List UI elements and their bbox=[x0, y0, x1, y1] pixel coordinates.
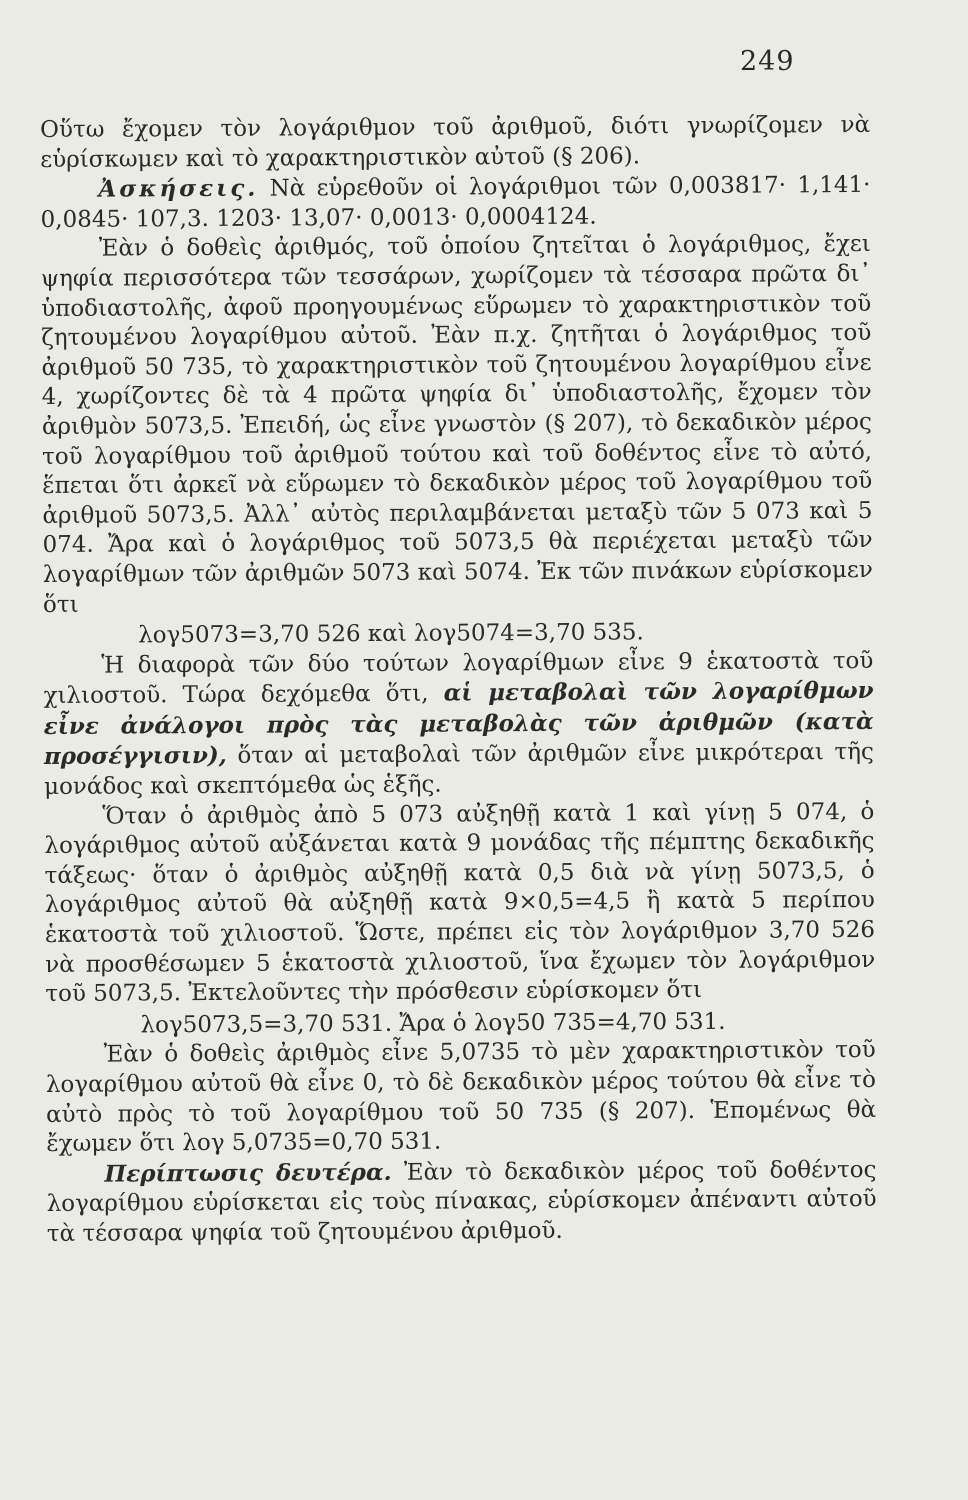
exercises-label: Ἀσκήσεις. bbox=[98, 174, 259, 203]
page-number: 249 bbox=[740, 46, 795, 77]
paragraph-3-emphasis: αἱ μεταβολαὶ τῶν λογαρίθμων εἶνε ἀνάλογοι πρὸς τὰς μεταβολὰς τῶν ἀριθμῶν (κατὰ προσέγγισιν), bbox=[43, 677, 874, 771]
equation-1: λογ5073=3,70 526 καὶ λογ5074=3,70 535. bbox=[138, 619, 644, 649]
case-label: Περίπτωσις δευτέρα. bbox=[104, 1158, 392, 1188]
equation-2: λογ5073,5=3,70 531. Ἄρα ὁ λογ50 735=4,70 531. bbox=[140, 1008, 726, 1039]
paragraph-4: Ὅταν ὁ ἀριθμὸς ἀπὸ 5 073 αὐξηθῇ κατὰ 1 καὶ γίνῃ 5 074, ὁ λογάριθμος αὐτοῦ αὐξάνεται κατὰ 9 μονάδας τῆς πέμπτης δεκαδικῆς τάξεως· ὅταν ὁ ἀριθμὸς αὐξηθῇ κατὰ 0,5 διὰ νὰ γίνῃ 5073,5, ὁ λογάριθμος αὐτοῦ θὰ αὐξηθῇ κατὰ 9×0,5=4,5 ἢ κατὰ 5 περίπου ἑκατοστὰ τοῦ χιλιοστοῦ. Ὥστε, πρέπει εἰς τὸν λογάριθμον 3,70 526 νὰ προσθέσωμεν 5 ἑκατοστὰ χιλιοστοῦ, ἵνα ἔχωμεν τὸν λογάριθμον τοῦ 5073,5. Ἐκτελοῦντες τὴν πρόσθεσιν εὑρίσκομεν ὅτι bbox=[44, 798, 876, 1008]
paragraph-5: Ἐὰν ὁ δοθεὶς ἀριθμὸς εἶνε 5,0735 τὸ μὲν χαρακτηριστικὸν τοῦ λογαρίθμου αὐτοῦ θὰ εἶνε 0, τὸ δὲ δεκαδικὸν μέρος τούτου θὰ εἶνε τὸ αὐτὸ πρὸς τὸ τοῦ λογαρίθμου τοῦ 50 735 (§ 207). Ἑπομένως θὰ ἔχωμεν ὅτι λογ 5,0735=0,70 531. bbox=[45, 1037, 877, 1158]
paragraph-1: Οὕτω ἔχομεν τὸν λογάριθμον τοῦ ἀριθμοῦ, διότι γνωρίζομεν νὰ εὑρίσκωμεν καὶ τὸ χαρακτηριστικὸν αὐτοῦ (§ 206). bbox=[40, 111, 871, 173]
exercises-paragraph bbox=[40, 170, 870, 235]
paragraph-2: Ἐὰν ὁ δοθεὶς ἀριθμός, τοῦ ὁποίου ζητεῖται ὁ λογάριθμος, ἔχει ψηφία περισσότερα τῶν τεσσάρων, χωρίζομεν τὰ τέσσαρα πρῶτα δι᾽ ὑποδιαστολῆς, ἀφοῦ προηγουμένως εὕρωμεν τὸ χαρακτηριστικὸν τοῦ ζητουμένου λογαρίθμου αὐτοῦ. Ἐὰν π.χ. ζητῆται ὁ λογάριθμος τοῦ ἀριθμοῦ 50 735, τὸ χαρακτηριστικὸν τοῦ ζητουμένου λογαρίθμου εἶνε 4, χωρίζοντες δὲ τὰ 4 πρῶτα ψηφία δι᾽ ὑποδιαστολῆς, ἔχομεν τὸν ἀριθμὸν 5073,5. Ἐπειδή, ὡς εἶνε γνωστὸν (§ 207), τὸ δεκαδικὸν μέρος τοῦ λογαρίθμου τοῦ ἀριθμοῦ τούτου καὶ τοῦ δοθέντος εἶνε τὸ αὐτό, ἕπεται ὅτι ἀρκεῖ νὰ εὕρωμεν τὸ δεκαδικὸν μέρος τοῦ λογαρίθμου τοῦ ἀριθμοῦ 5073,5. Ἀλλ᾽ αὐτὸς περιλαμβάνεται μεταξὺ τῶν 5 073 καὶ 5 074. Ἄρα καὶ ὁ λογάριθμος τοῦ 5073,5 θὰ περιέχεται μεταξὺ τῶν λογαρίθμων τῶν ἀριθμῶν 5073 καὶ 5074. Ἐκ τῶν πινάκων εὑρίσκομεν ὅτι bbox=[40, 231, 873, 618]
paragraph-3-start: Ἡ διαφορὰ τῶν δύο τούτων λογαρίθμων εἶνε 9 ἑκατοστὰ τοῦ χιλιοστοῦ. Τώρα δεχόμεθα ὅτι, bbox=[43, 647, 874, 710]
paragraph-3-end: ὅταν αἱ μεταβολαὶ τῶν ἀριθμῶν εἶνε μικρότεραι τῆς μονάδος καὶ σκεπτόμεθα ὡς ἑξῆς. bbox=[44, 739, 874, 801]
case-text: Ἐὰν τὸ δεκαδικὸν μέρος τοῦ δοθέντος λογαρίθμου εὑρίσκεται εἰς τοὺς πίνακας, εὑρίσκομεν ἀπέναντι αὐτοῦ τὰ τέσσαρα ψηφία τοῦ ζητουμένου ἀριθμοῦ. bbox=[46, 1156, 877, 1247]
paragraph-3 bbox=[43, 647, 874, 803]
exercises-text: Νὰ εὑρεθοῦν οἱ λογάριθμοι τῶν 0,003817· 1,141· 0,0845· 107,3. 1203· 13,07· 0,0013· 0,0004124. bbox=[40, 172, 871, 233]
case-paragraph bbox=[46, 1155, 877, 1250]
body-text bbox=[40, 111, 877, 1250]
